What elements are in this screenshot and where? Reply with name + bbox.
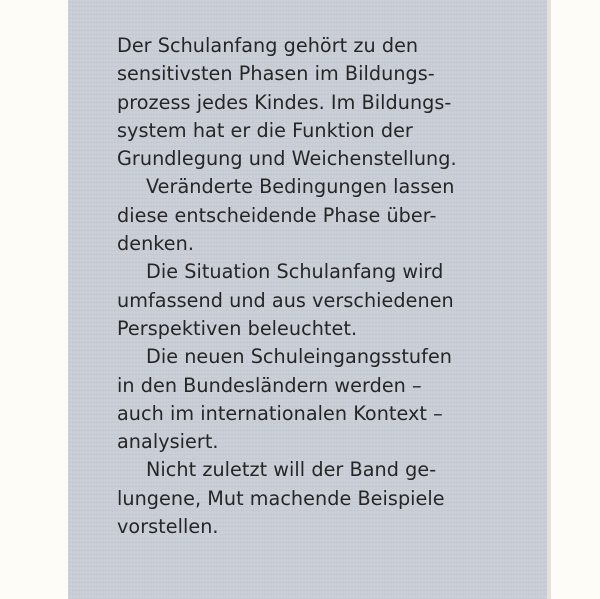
text-line: lungene, Mut machende Beispiele: [117, 486, 445, 510]
paragraph-3: [117, 258, 537, 343]
text-line: Perspektiven beleuchtet.: [117, 316, 358, 340]
text-line: Der Schulanfang gehört zu den: [117, 34, 419, 57]
text-line: diese entscheidende Phase über-: [117, 203, 437, 227]
text-line: Nicht zuletzt will der Band ge-: [146, 458, 437, 482]
text-line: system hat er die Funktion der: [117, 118, 413, 142]
text-line: denken.: [117, 232, 194, 256]
paragraph-2: [117, 173, 537, 258]
text-line: Grundlegung und Weichenstellung.: [117, 147, 457, 171]
text-line: auch im internationalen Kontext –: [117, 401, 443, 425]
text-line: Die Situation Schulanfang wird: [146, 260, 444, 284]
blurb-text: [117, 32, 537, 541]
paragraph-4: [117, 343, 537, 456]
text-line: Die neuen Schuleingangsstufen: [146, 345, 453, 369]
paragraph-5: [117, 456, 537, 541]
text-line: analysiert.: [117, 430, 219, 454]
text-line: sensitivsten Phasen im Bildungs-: [117, 62, 435, 86]
text-line: Veränderte Bedingungen lassen: [146, 175, 455, 199]
text-line: prozess jedes Kindes. Im Bildungs-: [117, 90, 452, 114]
text-line: vorstellen.: [117, 515, 219, 539]
panel-edge: [547, 0, 551, 599]
text-line: in den Bundesländern werden –: [117, 373, 422, 397]
text-line: umfassend und aus verschiedenen: [117, 288, 454, 312]
paragraph-1: [117, 32, 537, 173]
